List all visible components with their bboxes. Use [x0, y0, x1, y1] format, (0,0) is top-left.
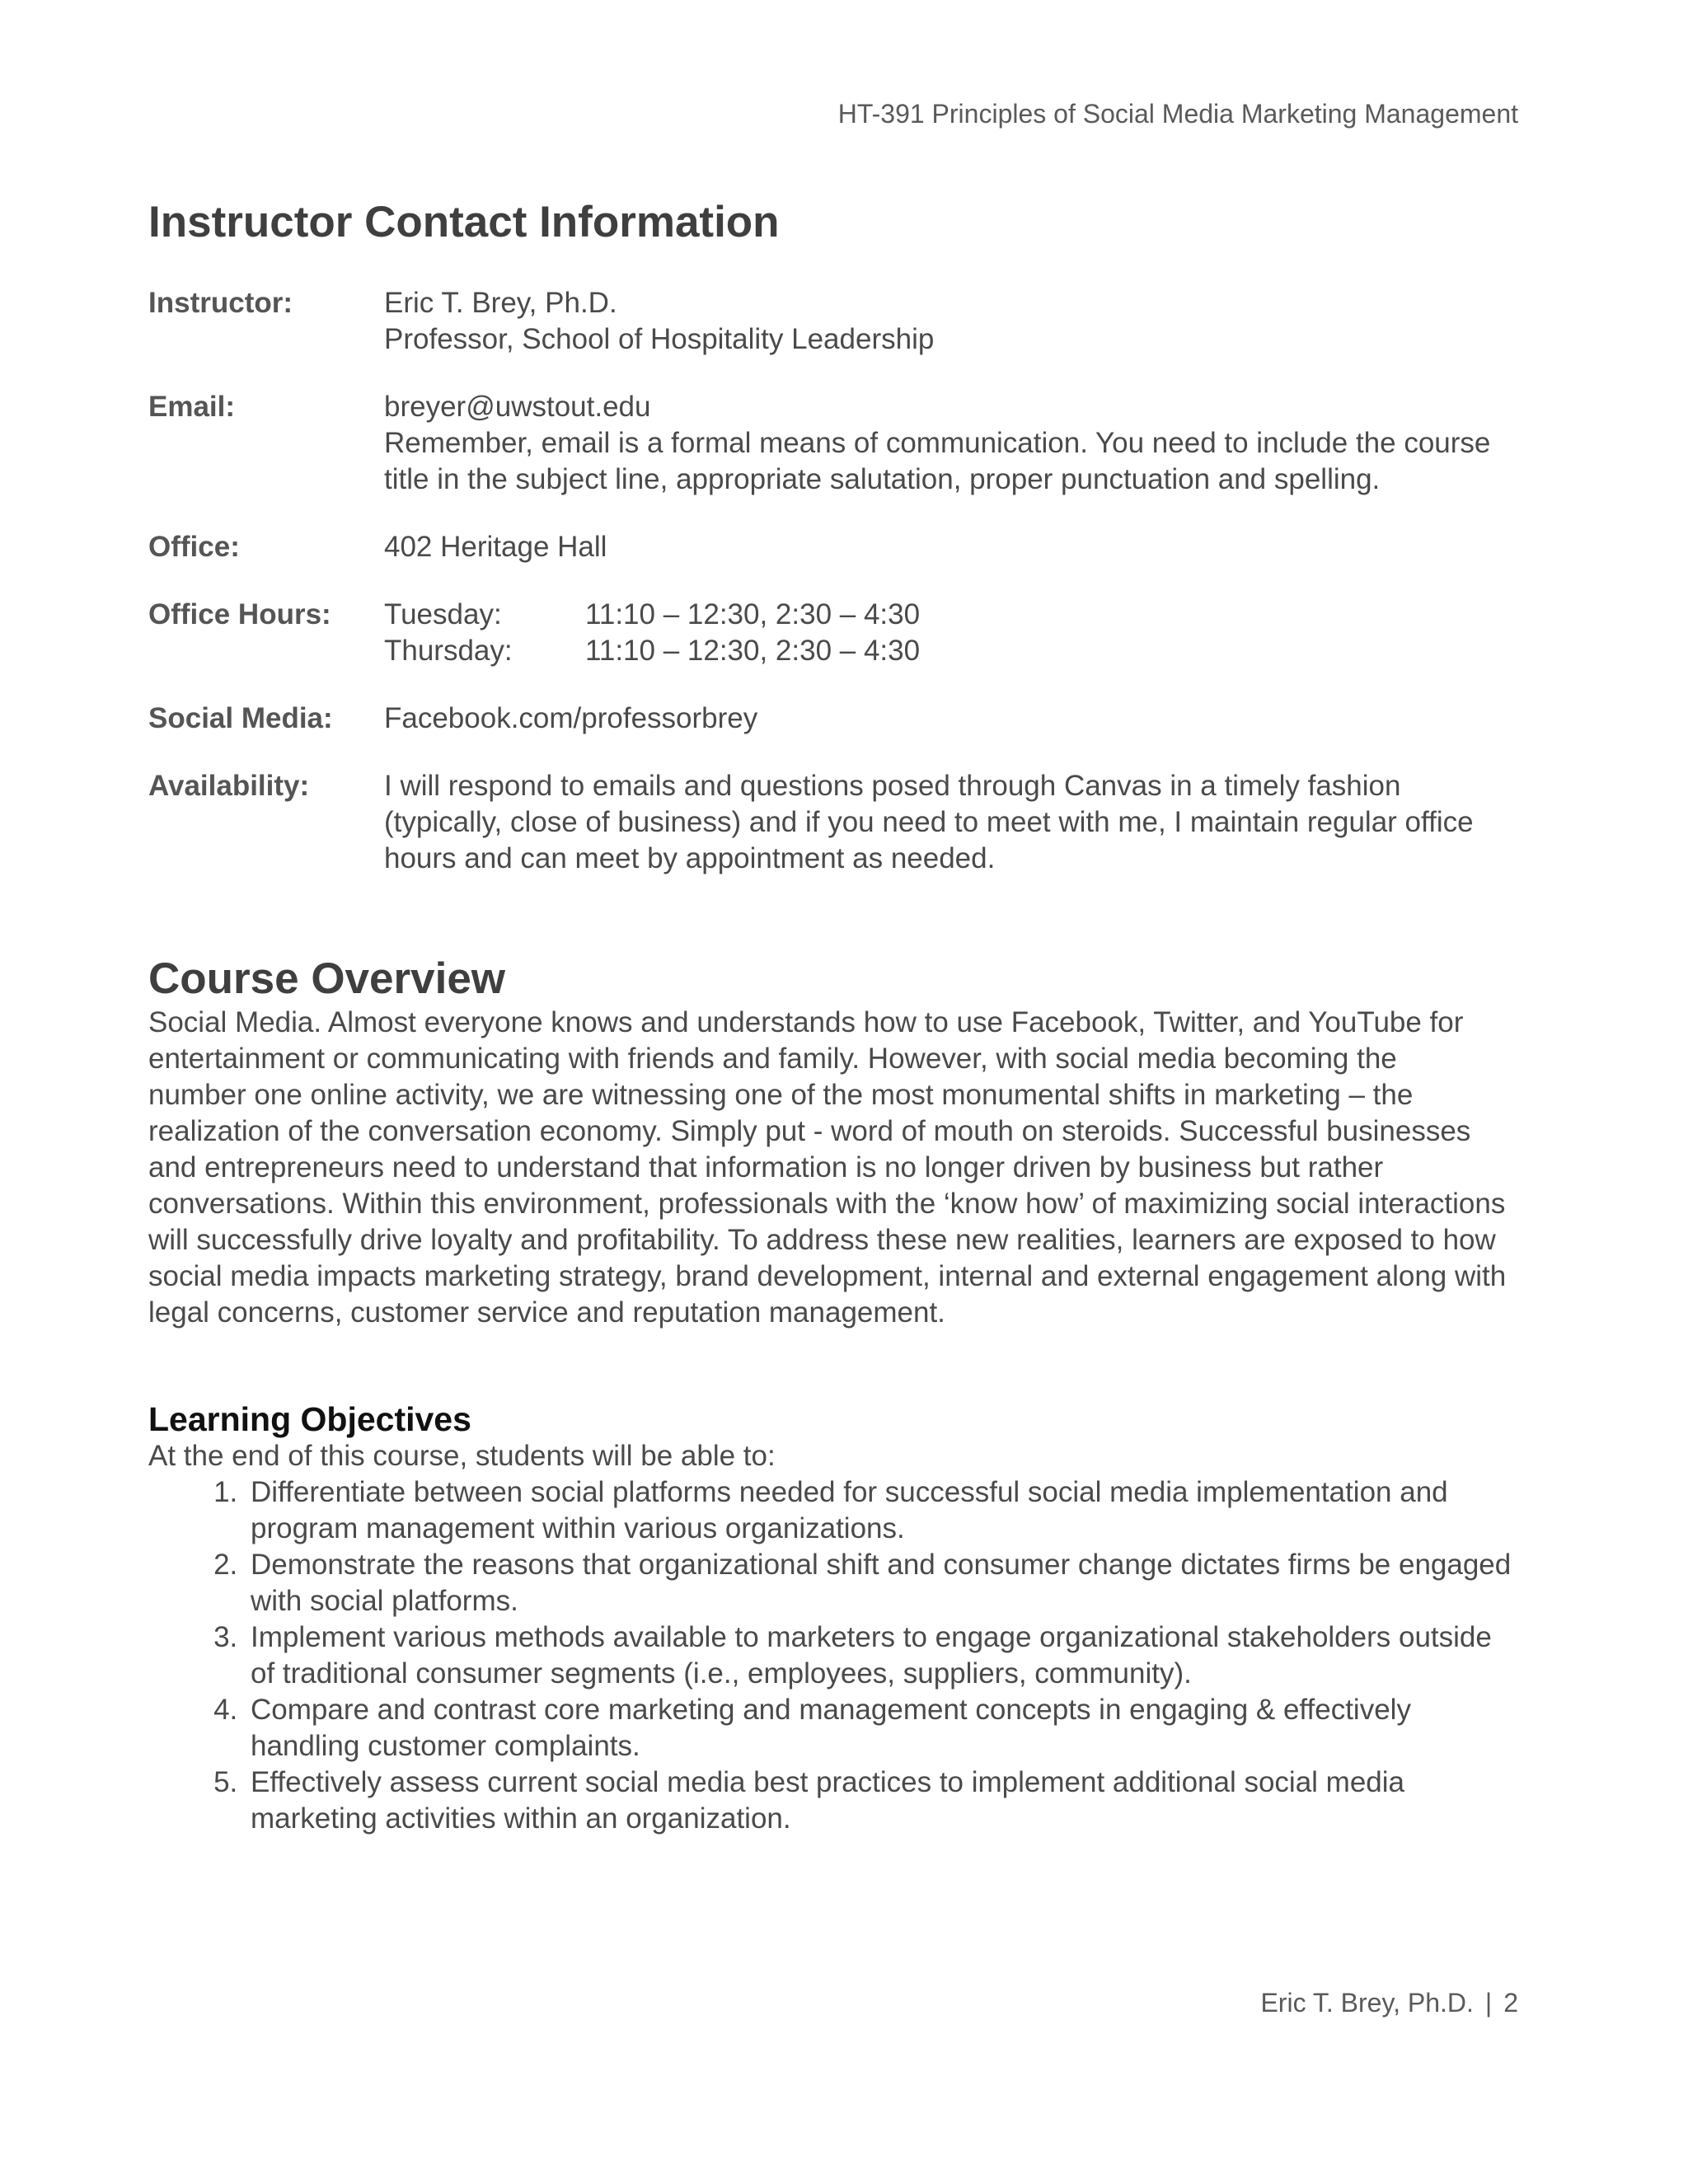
overview-line: social media impacts marketing strategy, brand development, internal and external engagement along with	[148, 1260, 1507, 1293]
footer-separator: |	[1484, 1988, 1493, 2018]
objective-line: with social platforms.	[251, 1585, 518, 1618]
office-hours-day: Tuesday:	[384, 598, 502, 630]
overview-line: realization of the conversation economy. Simply put - word of mouth on steroids. Successful businesses	[148, 1115, 1471, 1148]
objective-item	[246, 1474, 1520, 1547]
objective-line: 5. Effectively assess current social media best practices to implement additional social media	[251, 1766, 1404, 1799]
objectives-intro: At the end of this course, students will be able to:	[148, 1440, 776, 1473]
availability-row	[148, 768, 1520, 877]
office-hours-entry	[384, 597, 1520, 633]
instructor-label: Instructor:	[148, 286, 293, 319]
office-label: Office:	[148, 530, 240, 563]
page-content	[148, 196, 1520, 1837]
objective-item	[246, 1619, 1520, 1692]
running-header: HT-391 Principles of Social Media Marketing Management	[837, 99, 1518, 129]
email-label: Email:	[148, 390, 236, 423]
email-note-line: Remember, email is a formal means of communication. You need to include the course	[384, 426, 1491, 459]
social-media-row	[148, 701, 1520, 737]
availability-label: Availability:	[148, 769, 310, 802]
office-row	[148, 529, 1520, 565]
overview-line: will successfully drive loyalty and profitability. To address these new realities, learners are exposed to how	[148, 1224, 1496, 1257]
objective-item	[246, 1547, 1520, 1619]
overview-paragraph	[148, 1005, 1520, 1331]
office-hours-value	[384, 597, 1520, 669]
objective-item	[246, 1692, 1520, 1765]
objectives-list	[148, 1474, 1520, 1837]
objectives-section	[148, 1400, 1520, 1837]
office-hours-times: 11:10 – 12:30, 2:30 – 4:30	[585, 634, 921, 667]
contact-section	[148, 196, 1520, 877]
instructor-row	[148, 285, 1520, 358]
availability-line: I will respond to emails and questions posed through Canvas in a timely fashion	[384, 769, 1401, 802]
contact-heading: Instructor Contact Information	[148, 198, 780, 246]
office-hours-times: 11:10 – 12:30, 2:30 – 4:30	[585, 598, 921, 630]
objective-line: 3. Implement various methods available to marketers to engage organizational stakeholders outside	[251, 1621, 1492, 1654]
instructor-name: Eric T. Brey, Ph.D.	[384, 286, 617, 319]
overview-line: and entrepreneurs need to understand that information is no longer driven by business but rather	[148, 1151, 1384, 1184]
instructor-value	[384, 285, 1520, 358]
objective-line: 2. Demonstrate the reasons that organizational shift and consumer change dictates firms be engaged	[251, 1549, 1512, 1582]
office-hours-row	[148, 597, 1520, 669]
overview-line: entertainment or communicating with friends and family. However, with social media becoming the	[148, 1043, 1397, 1076]
objective-line: program management within various organizations.	[251, 1512, 905, 1545]
objective-line: 1. Differentiate between social platforms needed for successful social media implementation and	[251, 1476, 1448, 1509]
objective-line: of traditional consumer segments (i.e., employees, suppliers, community).	[251, 1657, 1192, 1690]
overview-line: Social Media. Almost everyone knows and understands how to use Facebook, Twitter, and YouTube for	[148, 1006, 1464, 1039]
overview-line: legal concerns, customer service and reputation management.	[148, 1296, 945, 1329]
social-media-value: Facebook.com/professorbrey	[384, 701, 758, 734]
objective-line: marketing activities within an organization.	[251, 1802, 791, 1835]
instructor-title: Professor, School of Hospitality Leadership	[384, 322, 935, 355]
running-footer	[1260, 1988, 1518, 2018]
availability-line: hours and can meet by appointment as needed.	[384, 841, 996, 874]
email-row	[148, 389, 1520, 498]
page-number: 2	[1503, 1988, 1518, 2018]
social-media-label: Social Media:	[148, 701, 333, 734]
office-hours-entry	[384, 633, 1520, 669]
overview-heading: Course Overview	[148, 954, 506, 1003]
availability-line: (typically, close of business) and if you need to meet with me, I maintain regular office	[384, 805, 1474, 838]
overview-line: number one online activity, we are witnessing one of the most monumental shifts in marketing – the	[148, 1079, 1414, 1112]
objectives-heading: Learning Objectives	[148, 1400, 471, 1439]
objective-line: handling customer complaints.	[251, 1730, 640, 1763]
email-address: breyer@uwstout.edu	[384, 390, 651, 423]
email-value	[384, 389, 1520, 498]
office-hours-day: Thursday:	[384, 634, 513, 667]
office-hours-label: Office Hours:	[148, 598, 331, 630]
email-note-line: title in the subject line, appropriate salutation, proper punctuation and spelling.	[384, 462, 1381, 495]
overview-line: conversations. Within this environment, professionals with the ‘know how’ of maximizing social interactions	[148, 1188, 1506, 1221]
overview-section	[148, 953, 1520, 1332]
office-value: 402 Heritage Hall	[384, 530, 607, 563]
objective-line: 4. Compare and contrast core marketing and management concepts in engaging & effectively	[251, 1694, 1411, 1727]
objective-item	[246, 1765, 1520, 1837]
footer-author: Eric T. Brey, Ph.D.	[1260, 1988, 1474, 2018]
availability-value	[384, 768, 1520, 877]
